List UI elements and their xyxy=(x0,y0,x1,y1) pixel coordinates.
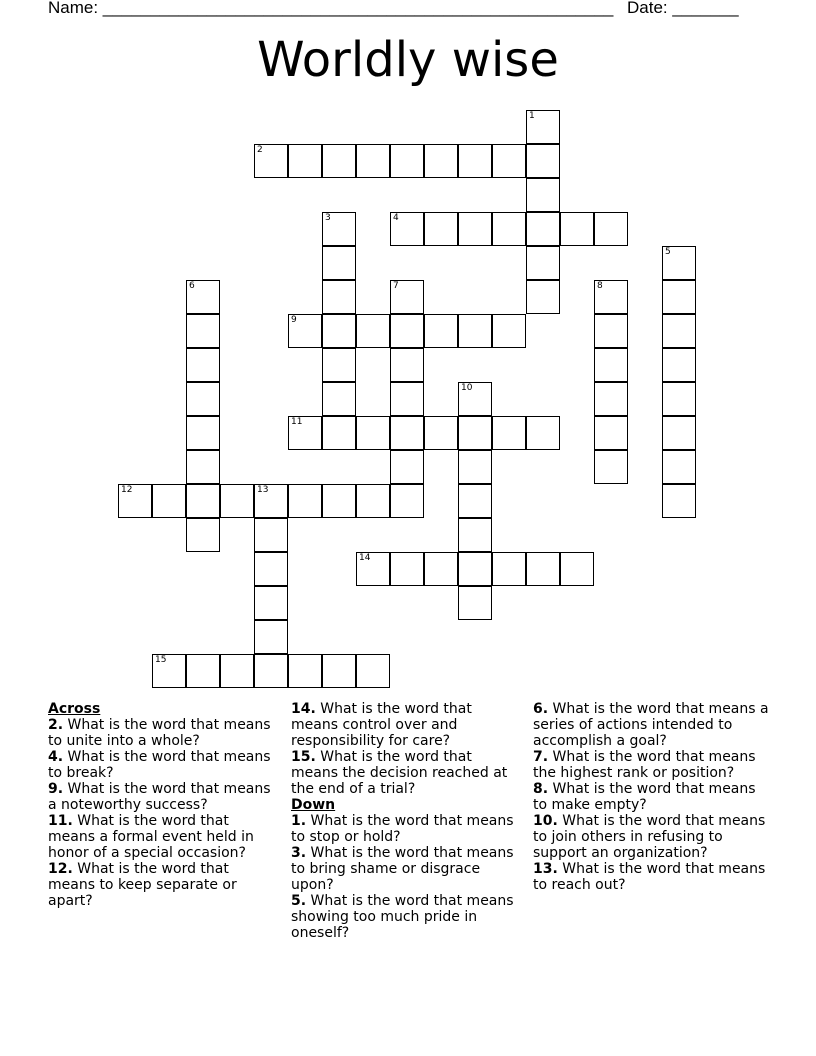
grid-cell[interactable] xyxy=(594,314,628,348)
grid-cell[interactable] xyxy=(254,654,288,688)
grid-cell[interactable] xyxy=(526,212,560,246)
clue-number: 4. xyxy=(48,749,64,765)
grid-cell[interactable] xyxy=(220,484,254,518)
grid-cell[interactable] xyxy=(662,246,696,280)
clue-text: What is the word that means a noteworthy success? xyxy=(48,781,271,813)
name-field-line: Name: ______________________________________________________ xyxy=(48,0,614,17)
grid-cell[interactable] xyxy=(390,552,424,586)
clue-column-2 xyxy=(291,701,516,941)
grid-cell[interactable] xyxy=(560,212,594,246)
clue-text: What is the word that means a series of actions intended to accomplish a goal? xyxy=(533,701,769,749)
grid-cell[interactable] xyxy=(526,246,560,280)
grid-cell[interactable] xyxy=(322,314,356,348)
grid-cell[interactable] xyxy=(186,518,220,552)
grid-cell[interactable] xyxy=(492,416,526,450)
grid-cell[interactable] xyxy=(152,654,186,688)
grid-cell[interactable] xyxy=(356,144,390,178)
grid-cell[interactable] xyxy=(254,518,288,552)
clue-text: What is the word that means showing too much pride in oneself? xyxy=(291,893,514,941)
grid-cell[interactable] xyxy=(458,552,492,586)
grid-cell[interactable] xyxy=(492,314,526,348)
clue-column-1 xyxy=(48,701,273,909)
clue-item xyxy=(533,813,773,861)
clue-number-label: 8 xyxy=(597,281,603,291)
clue-text: What is the word that means to keep separate or apart? xyxy=(48,861,237,909)
grid-cell[interactable] xyxy=(390,212,424,246)
grid-cell[interactable] xyxy=(662,416,696,450)
grid-cell[interactable] xyxy=(390,348,424,382)
grid-cell[interactable] xyxy=(594,348,628,382)
grid-cell[interactable] xyxy=(322,654,356,688)
grid-cell[interactable] xyxy=(526,110,560,144)
grid-cell[interactable] xyxy=(390,314,424,348)
clue-number-label: 2 xyxy=(257,145,263,155)
clue-text: What is the word that means control over and responsibility for care? xyxy=(291,701,472,749)
grid-cell[interactable] xyxy=(594,212,628,246)
clue-item xyxy=(48,749,273,781)
grid-cell[interactable] xyxy=(492,552,526,586)
clue-number: 15. xyxy=(291,749,316,765)
clue-number: 5. xyxy=(291,893,307,909)
clue-item xyxy=(291,813,516,845)
grid-cell[interactable] xyxy=(356,654,390,688)
grid-cell[interactable] xyxy=(254,484,288,518)
grid-cell[interactable] xyxy=(526,552,560,586)
grid-cell[interactable] xyxy=(458,416,492,450)
grid-cell[interactable] xyxy=(492,144,526,178)
grid-cell[interactable] xyxy=(492,212,526,246)
clue-text: What is the word that means the highest rank or position? xyxy=(533,749,756,781)
grid-cell[interactable] xyxy=(186,314,220,348)
clue-item xyxy=(533,861,773,893)
clue-item xyxy=(48,813,273,861)
clue-number-label: 10 xyxy=(461,383,473,393)
clue-number: 14. xyxy=(291,701,316,717)
clue-text: What is the word that means to join others in refusing to support an organization? xyxy=(533,813,766,861)
grid-cell[interactable] xyxy=(390,144,424,178)
clue-item xyxy=(291,701,516,749)
clue-item xyxy=(291,893,516,941)
grid-cell[interactable] xyxy=(458,212,492,246)
grid-cell[interactable] xyxy=(390,484,424,518)
grid-cell[interactable] xyxy=(594,416,628,450)
grid-cell[interactable] xyxy=(118,484,152,518)
grid-cell[interactable] xyxy=(662,450,696,484)
grid-cell[interactable] xyxy=(424,314,458,348)
grid-cell[interactable] xyxy=(662,280,696,314)
grid-cell[interactable] xyxy=(186,382,220,416)
clue-number: 13. xyxy=(533,861,558,877)
grid-cell[interactable] xyxy=(458,586,492,620)
grid-cell[interactable] xyxy=(594,280,628,314)
grid-cell[interactable] xyxy=(322,484,356,518)
grid-cell[interactable] xyxy=(458,518,492,552)
clue-number: 10. xyxy=(533,813,558,829)
grid-cell[interactable] xyxy=(288,484,322,518)
clue-number: 7. xyxy=(533,749,549,765)
clue-item xyxy=(48,717,273,749)
clue-number-label: 11 xyxy=(291,417,303,427)
clue-item xyxy=(291,749,516,797)
clue-number-label: 1 xyxy=(529,111,535,121)
clue-column-3 xyxy=(533,701,773,893)
date-field-line: Date: _______ xyxy=(627,0,739,17)
clue-number: 8. xyxy=(533,781,549,797)
clue-number: 3. xyxy=(291,845,307,861)
grid-cell[interactable] xyxy=(322,382,356,416)
grid-cell[interactable] xyxy=(152,484,186,518)
grid-cell[interactable] xyxy=(424,144,458,178)
grid-cell[interactable] xyxy=(458,314,492,348)
clue-number-label: 3 xyxy=(325,213,331,223)
grid-cell[interactable] xyxy=(458,144,492,178)
grid-cell[interactable] xyxy=(356,552,390,586)
clue-number-label: 14 xyxy=(359,553,371,563)
grid-cell[interactable] xyxy=(390,416,424,450)
grid-cell[interactable] xyxy=(322,416,356,450)
grid-cell[interactable] xyxy=(322,280,356,314)
grid-cell[interactable] xyxy=(322,348,356,382)
grid-cell[interactable] xyxy=(356,314,390,348)
clue-number-label: 4 xyxy=(393,213,399,223)
grid-cell[interactable] xyxy=(220,654,254,688)
clue-text: What is the word that means a formal event held in honor of a special occasion? xyxy=(48,813,254,861)
grid-cell[interactable] xyxy=(390,382,424,416)
grid-cell[interactable] xyxy=(424,416,458,450)
grid-cell[interactable] xyxy=(390,280,424,314)
clue-item xyxy=(533,781,773,813)
grid-cell[interactable] xyxy=(186,484,220,518)
grid-cell[interactable] xyxy=(322,144,356,178)
clue-item xyxy=(533,701,773,749)
clue-number: 1. xyxy=(291,813,307,829)
clue-item xyxy=(48,781,273,813)
grid-cell[interactable] xyxy=(288,654,322,688)
clue-number-label: 7 xyxy=(393,281,399,291)
clue-number-label: 6 xyxy=(189,281,195,291)
clue-number: 12. xyxy=(48,861,73,877)
clue-text: What is the word that means to unite into a whole? xyxy=(48,717,271,749)
grid-cell[interactable] xyxy=(186,654,220,688)
section-heading: Across xyxy=(48,701,101,717)
grid-cell[interactable] xyxy=(526,416,560,450)
grid-cell[interactable] xyxy=(254,620,288,654)
clue-text: What is the word that means to break? xyxy=(48,749,271,781)
grid-cell[interactable] xyxy=(526,178,560,212)
page-title: Worldly wise xyxy=(257,32,559,88)
section-heading: Down xyxy=(291,797,336,813)
grid-cell[interactable] xyxy=(186,280,220,314)
grid-cell[interactable] xyxy=(186,348,220,382)
clue-text: What is the word that means to bring shame or disgrace upon? xyxy=(291,845,514,893)
grid-cell[interactable] xyxy=(254,144,288,178)
grid-cell[interactable] xyxy=(662,484,696,518)
grid-cell[interactable] xyxy=(356,484,390,518)
clue-number: 11. xyxy=(48,813,73,829)
clue-text: What is the word that means the decision reached at the end of a trial? xyxy=(291,749,508,797)
grid-cell[interactable] xyxy=(662,348,696,382)
grid-cell[interactable] xyxy=(322,212,356,246)
grid-cell[interactable] xyxy=(356,416,390,450)
clue-number: 2. xyxy=(48,717,64,733)
clue-text: What is the word that means to reach out? xyxy=(533,861,766,893)
clue-item xyxy=(48,861,273,909)
grid-cell[interactable] xyxy=(186,450,220,484)
clue-number: 9. xyxy=(48,781,64,797)
grid-cell[interactable] xyxy=(322,246,356,280)
grid-cell[interactable] xyxy=(526,144,560,178)
clue-number-label: 9 xyxy=(291,315,297,325)
grid-cell[interactable] xyxy=(390,450,424,484)
grid-cell[interactable] xyxy=(186,416,220,450)
grid-cell[interactable] xyxy=(458,382,492,416)
grid-cell[interactable] xyxy=(594,382,628,416)
clue-text: What is the word that means to make empty? xyxy=(533,781,756,813)
grid-cell[interactable] xyxy=(288,416,322,450)
grid-cell[interactable] xyxy=(594,450,628,484)
clue-item xyxy=(291,845,516,893)
grid-cell[interactable] xyxy=(424,212,458,246)
clue-number-label: 15 xyxy=(155,655,167,665)
grid-cell[interactable] xyxy=(254,586,288,620)
grid-cell[interactable] xyxy=(288,144,322,178)
grid-cell[interactable] xyxy=(458,484,492,518)
clue-number-label: 12 xyxy=(121,485,133,495)
grid-cell[interactable] xyxy=(662,314,696,348)
clue-item xyxy=(533,749,773,781)
grid-cell[interactable] xyxy=(458,450,492,484)
clue-text: What is the word that means to stop or hold? xyxy=(291,813,514,845)
clue-number-label: 13 xyxy=(257,485,269,495)
grid-cell[interactable] xyxy=(560,552,594,586)
grid-cell[interactable] xyxy=(288,314,322,348)
grid-cell[interactable] xyxy=(424,552,458,586)
grid-cell[interactable] xyxy=(526,280,560,314)
clue-number-label: 5 xyxy=(665,247,671,257)
grid-cell[interactable] xyxy=(254,552,288,586)
grid-cell[interactable] xyxy=(662,382,696,416)
clue-number: 6. xyxy=(533,701,549,717)
